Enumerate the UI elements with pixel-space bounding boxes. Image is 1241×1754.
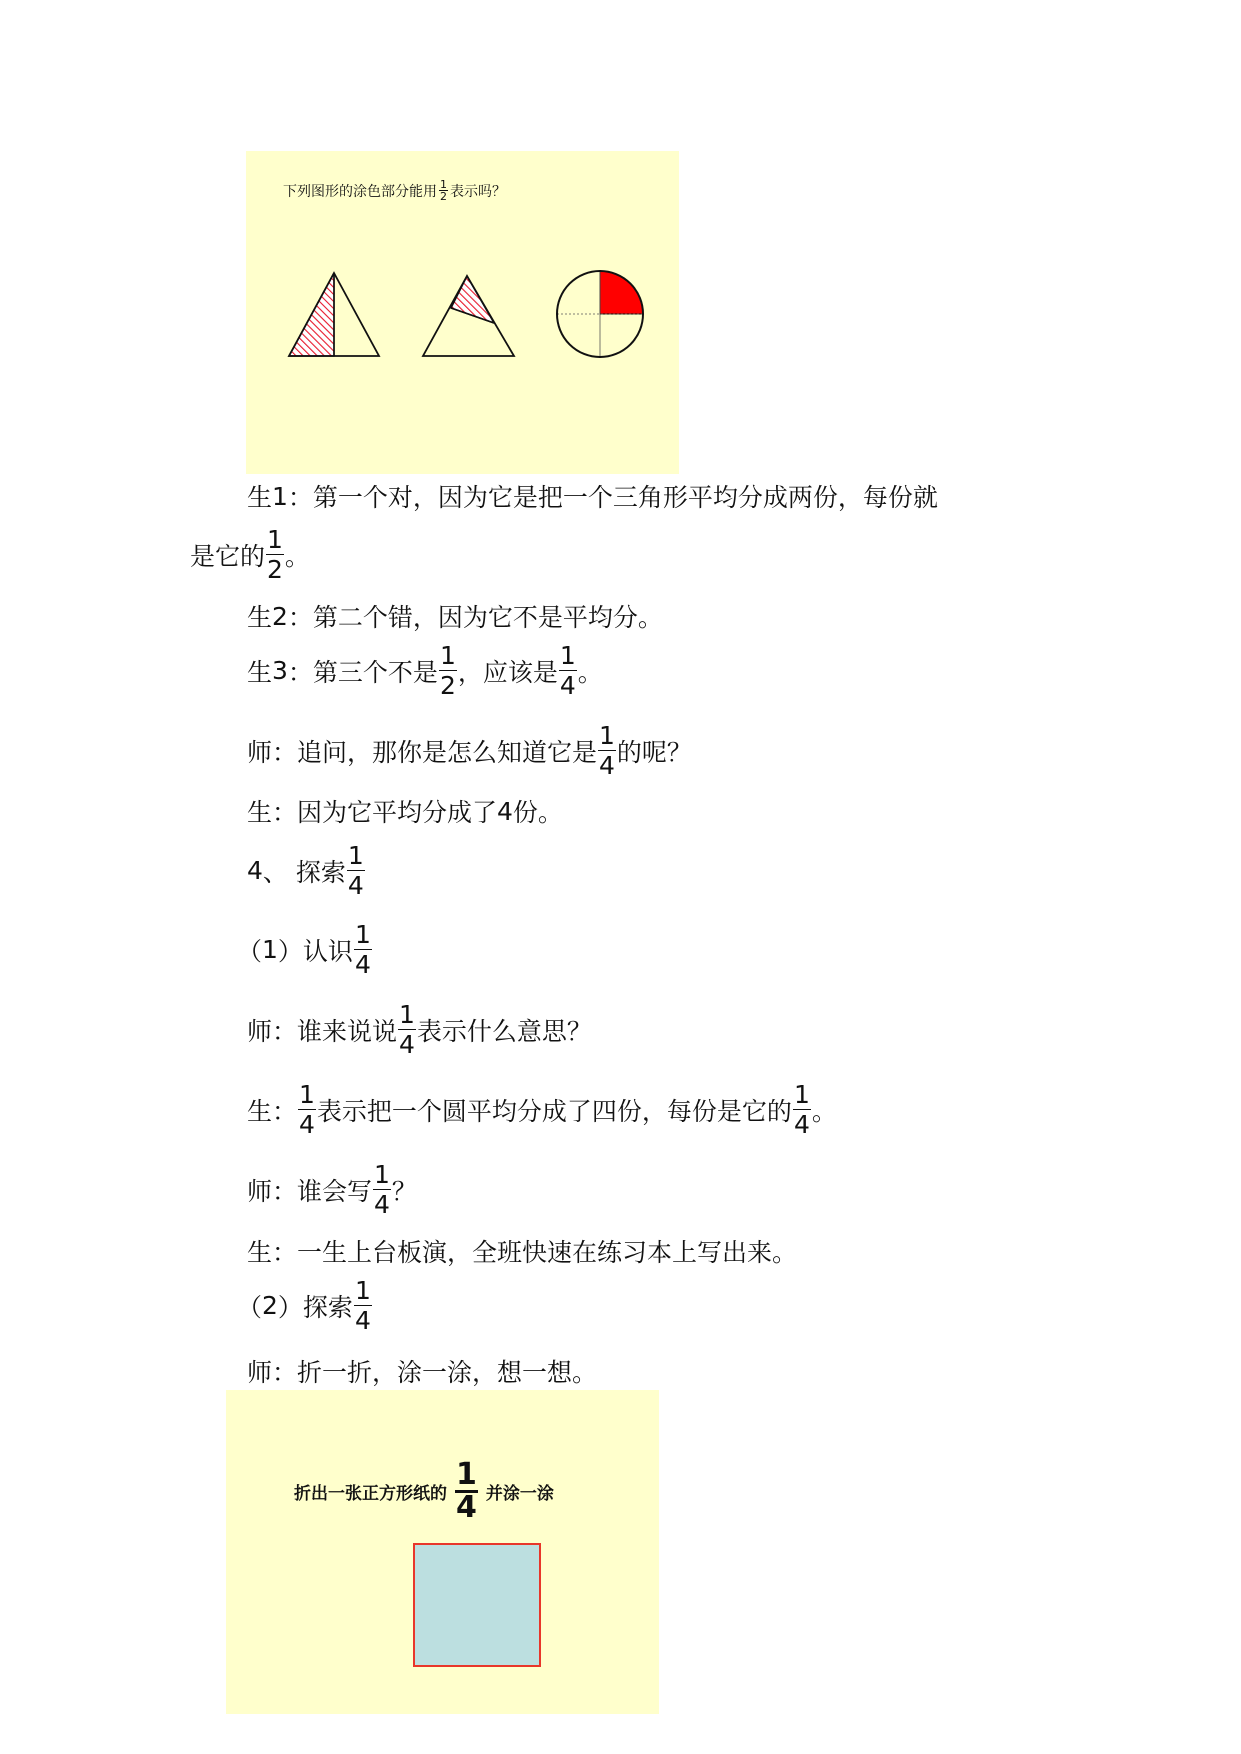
circle-quarters bbox=[557, 271, 643, 357]
text-span: ，应该是 bbox=[457, 657, 558, 687]
title-text-before: 下列图形的涂色部分能用 bbox=[283, 183, 437, 200]
denominator: 4 bbox=[347, 871, 364, 900]
text-number: 1 bbox=[272, 481, 288, 511]
text-line-student-board bbox=[247, 1233, 797, 1269]
numerator: 1 bbox=[267, 525, 283, 554]
text-span: 、 探索 bbox=[262, 857, 346, 887]
section-heading-explore bbox=[247, 843, 366, 898]
text-line-student3 bbox=[247, 643, 603, 698]
shapes-figure bbox=[246, 151, 679, 474]
numerator: 1 bbox=[347, 841, 364, 870]
numerator: 1 bbox=[440, 178, 447, 191]
denominator: 4 bbox=[374, 1190, 390, 1219]
denominator: 2 bbox=[439, 671, 456, 700]
fraction-one-quarter bbox=[398, 1002, 416, 1057]
text-span: 表示什么意思？ bbox=[416, 1016, 592, 1046]
subheading-recognize bbox=[237, 922, 373, 977]
text-number: 1 bbox=[262, 935, 278, 964]
fraction-one-quarter bbox=[598, 723, 616, 778]
text-span: 生： bbox=[247, 1096, 298, 1126]
denominator: 2 bbox=[267, 555, 283, 584]
denominator: 4 bbox=[559, 671, 576, 700]
denominator: 4 bbox=[299, 1110, 315, 1139]
denominator: 2 bbox=[440, 190, 447, 203]
fraction-one-quarter bbox=[354, 1278, 372, 1333]
text-span: 的呢？ bbox=[616, 737, 692, 767]
text-span: 份。 bbox=[512, 798, 563, 827]
denominator: 4 bbox=[354, 1306, 371, 1335]
text-number: 4 bbox=[247, 856, 263, 885]
denominator: 4 bbox=[793, 1110, 810, 1139]
title-text-after: 表示吗？ bbox=[450, 183, 506, 200]
text-span: 生 bbox=[247, 603, 273, 632]
subheading-explore bbox=[237, 1278, 373, 1333]
text-span: 。 bbox=[811, 1096, 837, 1126]
text-span: 师：折一折，涂一涂，想一想。 bbox=[247, 1358, 598, 1387]
title-text-after: 并涂一涂 bbox=[485, 1484, 554, 1504]
slide-title bbox=[294, 1457, 554, 1525]
text-line-student1 bbox=[247, 478, 938, 514]
numerator: 1 bbox=[559, 641, 576, 670]
text-line-teacher-write bbox=[247, 1162, 417, 1217]
fraction-one-half bbox=[266, 527, 284, 582]
fraction-one-quarter bbox=[455, 1457, 478, 1525]
text-span: （ bbox=[237, 1292, 263, 1322]
text-span: 是它的 bbox=[190, 541, 266, 571]
text-span: ：第一个对，因为它是把一个三角形平均分成两份，每份就 bbox=[287, 483, 938, 512]
text-span: 表示把一个圆平均分成了四份，每份是它的 bbox=[316, 1096, 792, 1126]
text-line-student1-cont bbox=[190, 527, 310, 582]
text-line-student2 bbox=[247, 598, 663, 634]
text-span: ）探索 bbox=[277, 1292, 353, 1322]
text-line-teacher-meaning bbox=[247, 1002, 592, 1057]
text-span: ：第二个错，因为它不是平均分。 bbox=[287, 603, 663, 632]
slide-shapes-question bbox=[246, 151, 679, 474]
text-span: 生：一生上台板演，全班快速在练习本上写出来。 bbox=[247, 1238, 798, 1267]
fraction-one-quarter bbox=[793, 1082, 811, 1137]
numerator: 1 bbox=[793, 1080, 810, 1109]
text-line-student-answer bbox=[247, 793, 563, 829]
denominator: 4 bbox=[599, 751, 615, 780]
text-span: 师：谁来说说 bbox=[247, 1016, 398, 1046]
text-span: ：第三个不是 bbox=[287, 657, 438, 687]
numerator: 1 bbox=[599, 721, 615, 750]
square-paper bbox=[413, 1543, 541, 1667]
text-span: 生：因为它平均分成了 bbox=[247, 798, 498, 827]
fraction-one-quarter bbox=[347, 843, 365, 898]
text-line-student-meaning bbox=[247, 1082, 837, 1137]
triangle-unequal bbox=[423, 276, 514, 356]
denominator: 4 bbox=[399, 1030, 415, 1059]
text-span: 师：追问，那你是怎么知道它是 bbox=[247, 737, 598, 767]
numerator: 1 bbox=[354, 920, 371, 949]
text-span: 。 bbox=[577, 657, 603, 687]
text-span: ）认识 bbox=[277, 936, 353, 966]
numerator: 1 bbox=[439, 641, 456, 670]
denominator: 4 bbox=[456, 1490, 477, 1525]
fraction-one-half bbox=[439, 643, 457, 698]
denominator: 4 bbox=[354, 950, 371, 979]
text-span: （ bbox=[237, 936, 263, 966]
text-number: 3 bbox=[272, 656, 288, 685]
numerator: 1 bbox=[399, 1000, 415, 1029]
numerator: 1 bbox=[354, 1276, 371, 1305]
fraction-one-quarter bbox=[373, 1162, 391, 1217]
text-span: ？ bbox=[391, 1176, 417, 1206]
text-span: 生 bbox=[247, 657, 273, 687]
numerator: 1 bbox=[374, 1160, 390, 1189]
triangle-halved bbox=[289, 273, 379, 356]
text-span: 师：谁会写 bbox=[247, 1176, 373, 1206]
fraction-one-quarter bbox=[354, 922, 372, 977]
text-number: 4 bbox=[497, 796, 513, 826]
text-number: 2 bbox=[272, 601, 288, 631]
numerator: 1 bbox=[456, 1457, 477, 1492]
fraction-one-quarter bbox=[298, 1082, 316, 1137]
slide-fold-square bbox=[226, 1390, 659, 1714]
title-text-before: 折出一张正方形纸的 bbox=[294, 1484, 447, 1504]
numerator: 1 bbox=[299, 1080, 315, 1109]
text-span: 生 bbox=[247, 483, 273, 512]
fraction-one-quarter bbox=[559, 643, 577, 698]
text-line-teacher-fold bbox=[247, 1353, 597, 1389]
text-number: 2 bbox=[262, 1291, 278, 1320]
text-span: 。 bbox=[284, 541, 310, 571]
text-line-teacher-followup bbox=[247, 723, 692, 778]
